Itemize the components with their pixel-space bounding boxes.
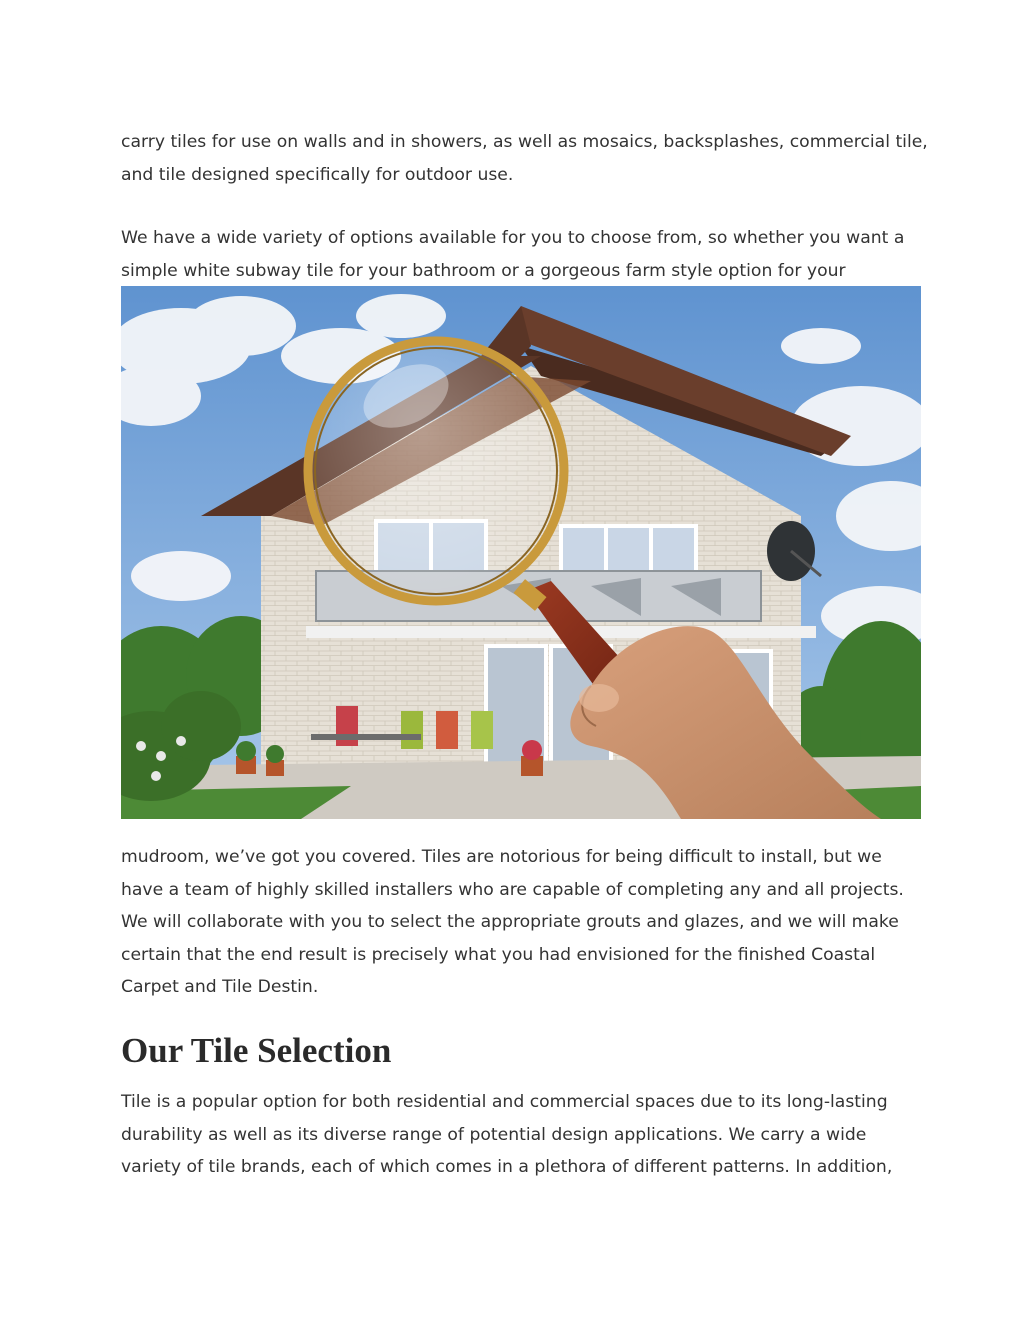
options-paragraph xyxy=(121,222,921,287)
text-line: carry tiles for use on walls and in showers, as well as mosaics, backsplashes, commercial tile, xyxy=(121,132,928,152)
text-line: mudroom, we’ve got you covered. Tiles are notorious for being difficult to install, but we xyxy=(121,847,882,867)
text-line: and tile designed specifically for outdoor use. xyxy=(121,164,514,185)
text-line: durability as well as its diverse range of potential design applications. We carry a wide xyxy=(121,1124,867,1145)
section-paragraph xyxy=(121,1086,921,1184)
text-line: simple white subway tile for your bathroom or a gorgeous farm style option for your xyxy=(121,260,846,281)
text-line: certain that the end result is precisely what you had envisioned for the finished Coastal xyxy=(121,944,876,965)
text-line: Tile is a popular option for both residential and commercial spaces due to its long-lasting xyxy=(121,1092,888,1112)
section-heading: Our Tile Selection xyxy=(121,1031,392,1070)
text-line: We will collaborate with you to select the appropriate grouts and glazes, and we will make xyxy=(121,912,899,932)
text-line: have a team of highly skilled installers who are capable of completing any and all projects. xyxy=(121,879,904,900)
intro-paragraph xyxy=(121,126,928,191)
text-line: Carpet and Tile Destin. xyxy=(121,977,319,997)
house-magnifier-photo xyxy=(121,286,921,819)
continuation-paragraph xyxy=(121,841,921,1004)
text-line: We have a wide variety of options available for you to choose from, so whether you want a xyxy=(121,228,905,248)
text-line: variety of tile brands, each of which comes in a plethora of different patterns. In addition, xyxy=(121,1157,893,1177)
